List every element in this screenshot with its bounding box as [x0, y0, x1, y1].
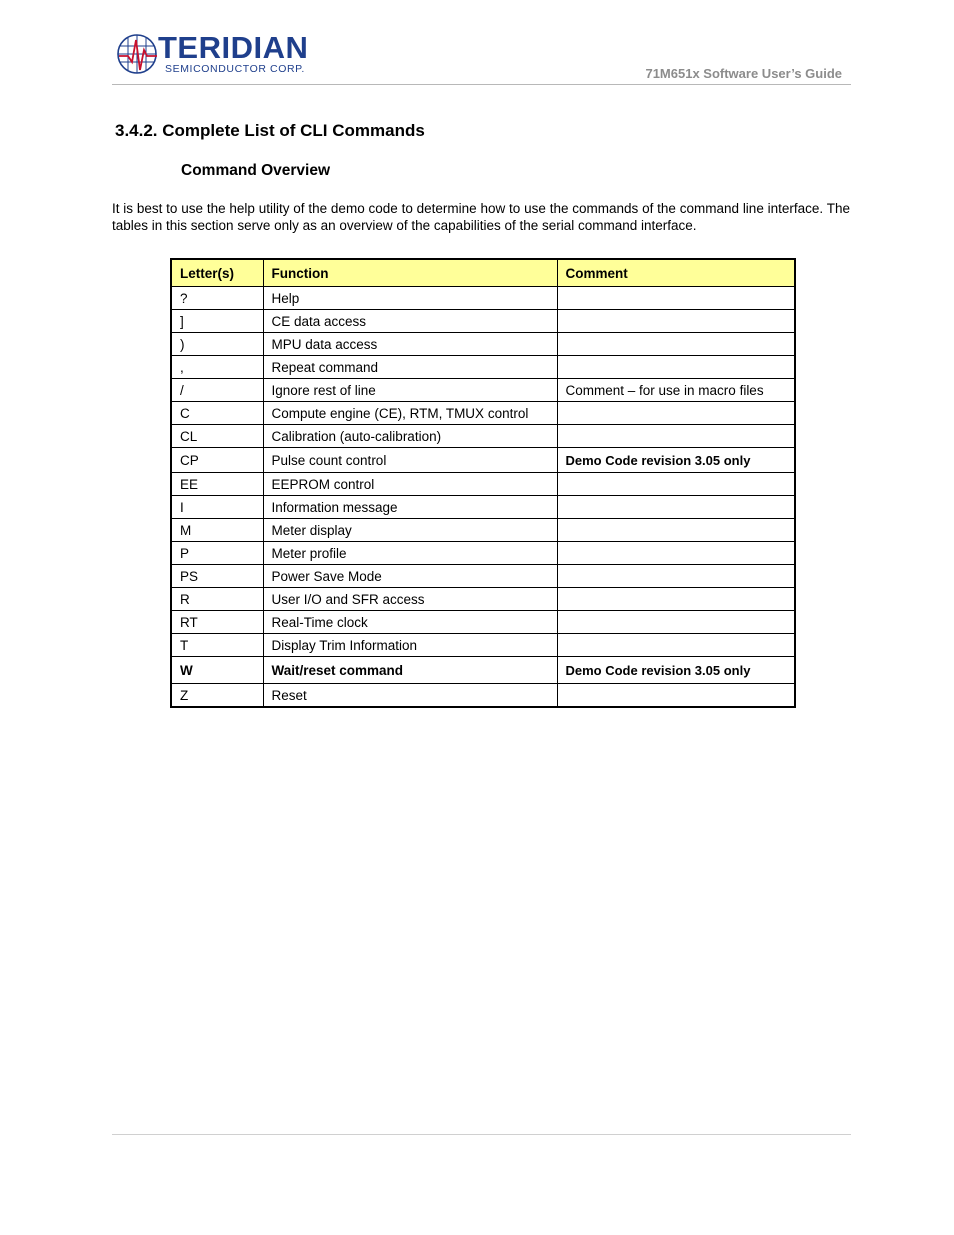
header-divider: [112, 84, 851, 85]
table-row: [171, 287, 795, 310]
function-cell: Reset: [263, 684, 557, 708]
table-row: [171, 588, 795, 611]
letter-cell: C: [171, 402, 263, 425]
function-cell: Compute engine (CE), RTM, TMUX control: [263, 402, 557, 425]
letter-cell: CL: [171, 425, 263, 448]
letter-cell: R: [171, 588, 263, 611]
letter-cell: /: [171, 379, 263, 402]
letter-cell: M: [171, 519, 263, 542]
cli-commands-table: [170, 258, 796, 708]
comment-cell: [557, 634, 795, 657]
function-cell: Repeat command: [263, 356, 557, 379]
function-cell: Information message: [263, 496, 557, 519]
comment-cell: Demo Code revision 3.05 only: [557, 448, 795, 473]
comment-cell: Demo Code revision 3.05 only: [557, 657, 795, 684]
function-cell: EEPROM control: [263, 473, 557, 496]
table-row: [171, 356, 795, 379]
comment-cell: [557, 356, 795, 379]
function-cell: Power Save Mode: [263, 565, 557, 588]
comment-cell: [557, 473, 795, 496]
comment-cell: [557, 496, 795, 519]
table-row: [171, 611, 795, 634]
table-row: [171, 473, 795, 496]
table-row: [171, 542, 795, 565]
function-cell: CE data access: [263, 310, 557, 333]
function-cell: Meter profile: [263, 542, 557, 565]
table-row: [171, 333, 795, 356]
letter-cell: RT: [171, 611, 263, 634]
function-cell: Ignore rest of line: [263, 379, 557, 402]
function-cell: Wait/reset command: [263, 657, 557, 684]
letter-cell: ): [171, 333, 263, 356]
function-cell: User I/O and SFR access: [263, 588, 557, 611]
table-row: [171, 684, 795, 708]
table-row: [171, 425, 795, 448]
section-heading: 3.4.2. Complete List of CLI Commands: [115, 121, 425, 140]
comment-cell: Comment – for use in macro files: [557, 379, 795, 402]
footer-divider: [112, 1134, 851, 1135]
table-row: [171, 310, 795, 333]
table-row: [171, 448, 795, 473]
header-letters: Letter(s): [171, 259, 263, 287]
function-cell: Pulse count control: [263, 448, 557, 473]
comment-cell: [557, 611, 795, 634]
function-cell: Help: [263, 287, 557, 310]
sub-heading: Command Overview: [181, 162, 331, 179]
comment-cell: [557, 402, 795, 425]
function-cell: MPU data access: [263, 333, 557, 356]
comment-cell: [557, 684, 795, 708]
comment-cell: [557, 425, 795, 448]
comment-cell: [557, 333, 795, 356]
letter-cell: P: [171, 542, 263, 565]
header-function: Function: [263, 259, 557, 287]
document-title: 71M651x Software User’s Guide: [645, 66, 842, 81]
function-cell: Display Trim Information: [263, 634, 557, 657]
comment-cell: [557, 310, 795, 333]
function-cell: Meter display: [263, 519, 557, 542]
letter-cell: ]: [171, 310, 263, 333]
letter-cell: W: [171, 657, 263, 684]
logo-wordmark: TERIDIAN: [158, 30, 309, 65]
letter-cell: Z: [171, 684, 263, 708]
logo-subtitle: SEMICONDUCTOR CORP.: [165, 63, 305, 75]
globe-icon: [116, 32, 160, 78]
comment-cell: [557, 588, 795, 611]
letter-cell: I: [171, 496, 263, 519]
letter-cell: ?: [171, 287, 263, 310]
table-row: [171, 565, 795, 588]
intro-paragraph: It is best to use the help utility of the demo code to determine how to use the commands of the command line interface. The tables in this section serve only as an overview of the capabilities of the serial command interface.: [112, 201, 850, 233]
letter-cell: ,: [171, 356, 263, 379]
header-comment: Comment: [557, 259, 795, 287]
letter-cell: PS: [171, 565, 263, 588]
table-row: [171, 634, 795, 657]
table-header-row: [171, 259, 795, 287]
table-row: [171, 519, 795, 542]
function-cell: Calibration (auto-calibration): [263, 425, 557, 448]
letter-cell: EE: [171, 473, 263, 496]
teridian-logo: [116, 32, 316, 78]
table-row: [171, 379, 795, 402]
comment-cell: [557, 287, 795, 310]
function-cell: Real-Time clock: [263, 611, 557, 634]
comment-cell: [557, 565, 795, 588]
table-row: [171, 402, 795, 425]
comment-cell: [557, 519, 795, 542]
table-row: [171, 657, 795, 684]
table-row: [171, 496, 795, 519]
letter-cell: T: [171, 634, 263, 657]
comment-cell: [557, 542, 795, 565]
letter-cell: CP: [171, 448, 263, 473]
